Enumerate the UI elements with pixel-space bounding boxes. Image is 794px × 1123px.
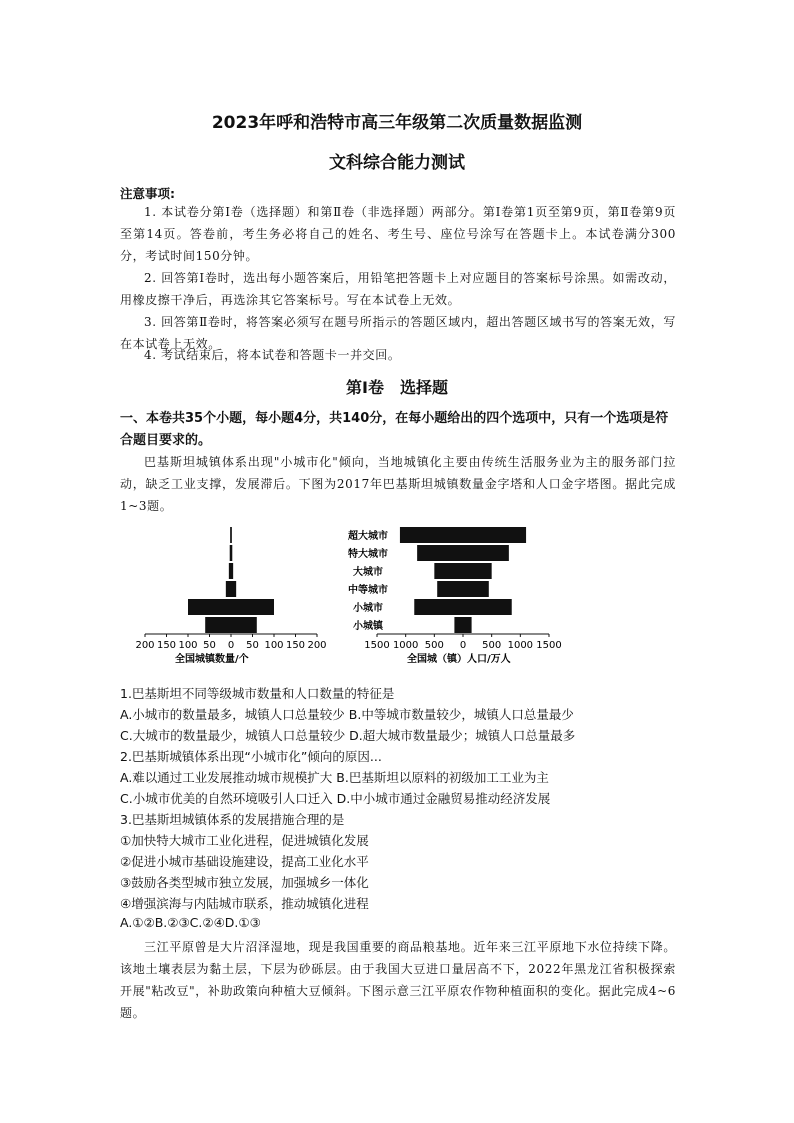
chart1-bar-1: [230, 527, 232, 543]
population-pyramid-figure: [135, 520, 565, 670]
question-3-stem: 3.巴基斯坦城镇体系的发展措施合理的是: [120, 812, 345, 827]
question-3-options: A.①②B.②③C.②④D.①③: [120, 915, 261, 930]
chart2-bar-4: [437, 581, 489, 597]
chart1-bar-4: [226, 581, 236, 597]
chart2-tick-label: 1000: [392, 640, 419, 651]
chart2-tick-label: 1500: [536, 640, 562, 651]
notice-item-3: 3. 回答第Ⅱ卷时，将答案必须写在题号所指示的答题区域内，超出答题区域书写的答案无效，写在本试卷上无效。: [120, 315, 676, 351]
question-3-statement-3: ③鼓励各类型城市独立发展，加强城乡一体化: [120, 875, 369, 890]
chart2-bar-2: [417, 545, 509, 561]
chart2-tick-label: 500: [482, 640, 502, 651]
chart1-bar-6: [205, 617, 257, 633]
chart1-tick-label: 50: [246, 640, 259, 651]
section-title: 第Ⅰ卷 选择题: [346, 378, 448, 397]
level-label-4: 中等城市: [348, 585, 388, 596]
chart1-tick-label: 150: [156, 640, 177, 651]
question-1-options-line-1: A.小城市的数量最多，城镇人口总量较少 B.中等城市数量较少，城镇人口总量最少: [120, 707, 574, 722]
chart2-tick-label: 500: [424, 640, 444, 651]
question-2-options-line-2: C.小城市优美的自然环境吸引人口迁入 D.中小城市通过金融贸易推动经济发展: [120, 791, 551, 806]
section-instruction: 一、本卷共35个小题，每小题4分，共140分，在每小题给出的四个选项中，只有一个选项是符合题目要求的。: [120, 411, 669, 448]
chart2-bar-3: [434, 563, 491, 579]
chart1-tick-label: 100: [178, 640, 198, 651]
town-count-pyramid: [135, 527, 326, 665]
question-3-statement-1: ①加快特大城市工业化进程，促进城镇化发展: [120, 833, 369, 848]
question-3-statement-2: ②促进小城市基础设施建设，提高工业化水平: [120, 854, 369, 869]
notice-heading: 注意事项:: [120, 186, 175, 201]
chart1-bar-5: [188, 599, 274, 615]
city-level-labels: [348, 529, 388, 632]
question-3-statement-4: ④增强滨海与内陆城市联系，推动城镇化进程: [120, 896, 369, 911]
level-label-5: 小城市: [353, 603, 383, 614]
chart2-caption: 全国城（镇）人口/万人: [407, 654, 511, 665]
chart2-tick-label: 0: [459, 640, 467, 651]
chart1-caption: 全国城镇数量/个: [175, 654, 249, 665]
chart2-bar-6: [454, 617, 471, 633]
level-label-3: 大城市: [353, 567, 383, 578]
chart1-tick-label: 50: [203, 640, 216, 651]
level-label-6: 小城镇: [353, 621, 383, 632]
chart1-tick-label: 0: [227, 640, 235, 651]
level-label-1: 超大城市: [348, 531, 388, 542]
passage-1: 巴基斯坦城镇体系出现"小城市化"倾向，当地城镇化主要由传统生活服务业为主的服务部门拉动，缺乏工业支撑，发展滞后。下图为2017年巴基斯坦城镇数量金字塔和人口金字塔图。据此完成1~3题。: [120, 455, 676, 513]
chart2-bar-5: [414, 599, 511, 615]
chart2-tick-label: 1000: [507, 640, 534, 651]
chart1-tick-label: 100: [264, 640, 284, 651]
chart2-bar-1: [400, 527, 526, 543]
question-2-options-line-1: A.难以通过工业发展推动城市规模扩大 B.巴基斯坦以原料的初级加工工业为主: [120, 770, 549, 785]
exam-subtitle: 文科综合能力测试: [329, 153, 465, 173]
chart1-tick-label: 200: [307, 640, 327, 651]
level-label-2: 特大城市: [348, 549, 388, 560]
notice-item-4: 4. 考试结束后，将本试卷和答题卡一并交回。: [144, 348, 401, 362]
town-population-pyramid: [364, 527, 561, 665]
exam-title: 2023年呼和浩特市高三年级第二次质量数据监测: [211, 113, 583, 133]
chart1-tick-label: 200: [135, 640, 155, 651]
notice-item-2: 2. 回答第Ⅰ卷时，选出每小题答案后，用铅笔把答题卡上对应题目的答案标号涂黑。如需改动，用橡皮擦干净后，再选涂其它答案标号。写在本试卷上无效。: [120, 271, 676, 307]
chart1-bar-2: [230, 545, 233, 561]
chart2-tick-label: 1500: [364, 640, 390, 651]
question-1-stem: 1.巴基斯坦不同等级城市数量和人口数量的特征是: [120, 686, 395, 701]
chart1-tick-label: 150: [285, 640, 306, 651]
notice-item-1: 1. 本试卷分第Ⅰ卷（选择题）和第Ⅱ卷（非选择题）两部分。第Ⅰ卷第1页至第9页，第Ⅱ卷第9页至第14页。答卷前，考生务必将自己的姓名、考生号、座位号涂写在答题卡上。本试卷满分300分，考试时间150分钟。: [120, 205, 676, 263]
question-2-stem: 2.巴基斯城镇体系出现“小城市化”倾向的原因...: [120, 749, 382, 764]
chart1-bar-3: [229, 563, 233, 579]
passage-2: 三江平原曾是大片沼泽湿地，现是我国重要的商品粮基地。近年来三江平原地下水位持续下降。该地土壤表层为黏土层，下层为砂砾层。由于我国大豆进口量居高不下，2022年黑龙江省积极探索开展"粘改豆"，补助政策向种植大豆倾斜。下图示意三江平原农作物种植面积的变化。据此完成4~6题。: [120, 940, 676, 1020]
question-1-options-line-2: C.大城市的数量最少，城镇人口总量较少 D.超大城市数量最少；城镇人口总量最多: [120, 728, 576, 743]
